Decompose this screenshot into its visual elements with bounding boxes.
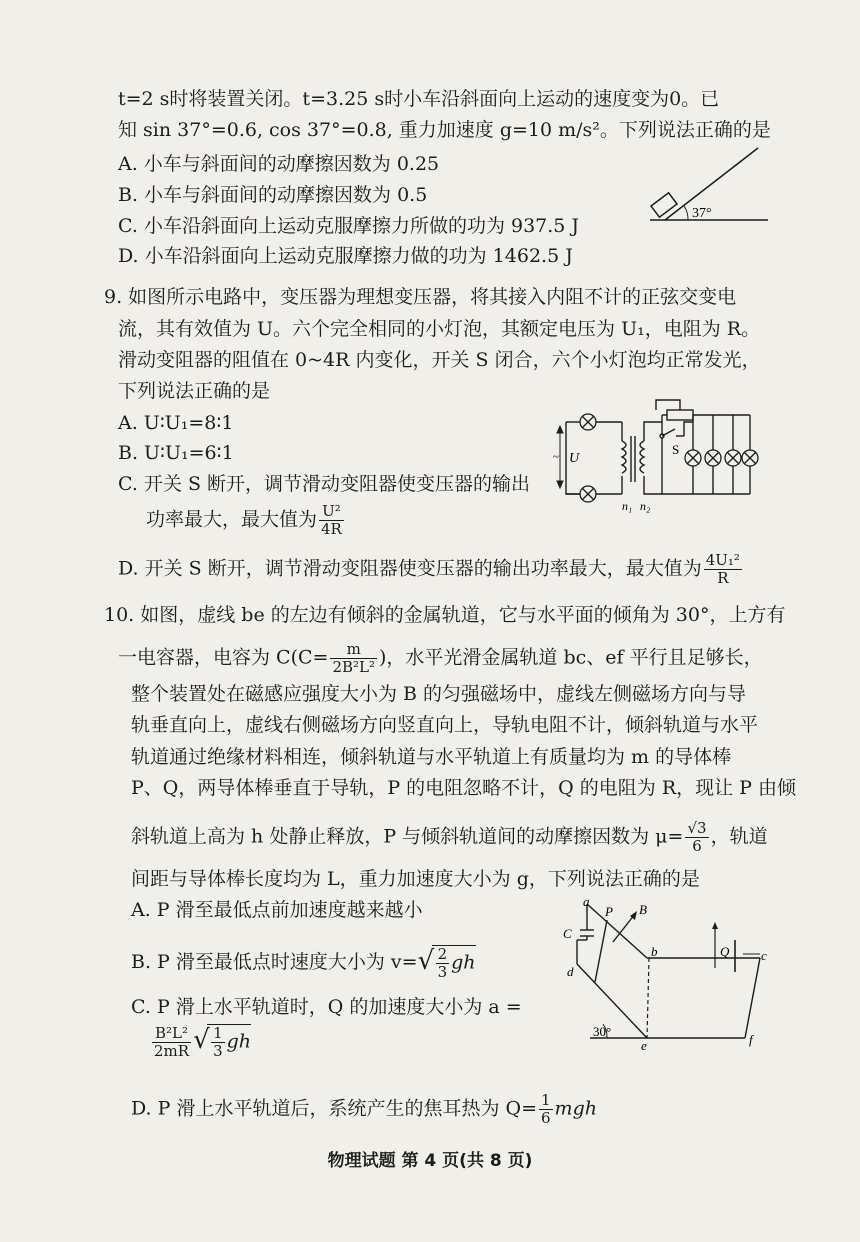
label-f: f: [749, 1032, 753, 1047]
lamp-parallel-1: [685, 450, 701, 466]
label-c: c: [761, 948, 767, 963]
label-n2: n₂: [640, 499, 651, 513]
q10-line2: 一电容器，电容为 C(C= $\frac{m}{\text{2B²L²}}$ )，水平光滑金属轨道 bc、ef 平行且足够长，: [118, 640, 763, 676]
q10-line5: 轨道通过绝缘材料相连，倾斜轨道与水平轨道上有质量均为 m 的导体棒: [131, 746, 732, 768]
q9-d-fraction: $\frac{\text{4U₁²}}{R}$: [705, 551, 740, 587]
q10-line7: 斜轨道上高为 h 处静止释放，P 与倾斜轨道间的动摩擦因数为 μ= $\frac{√3}{6}$ ，轨道: [131, 819, 768, 855]
lamp-parallel-4: [742, 450, 758, 466]
q10-line4: 轨垂直向上，虚线右侧磁场方向竖直向上，导轨电阻不计，倾斜轨道与水平: [131, 714, 759, 736]
q10-line8: 间距与导体棒长度均为 L，重力加速度大小为 g，下列说法正确的是: [131, 868, 700, 890]
label-P: P: [605, 904, 613, 919]
lamp-parallel-3: [725, 450, 741, 466]
lamp-parallel-2: [705, 450, 721, 466]
q10-option-c-formula: [150, 1024, 251, 1060]
q8-line1: t=2 s时将装置关闭。t=3.25 s时小车沿斜面向上运动的速度变为0。已: [118, 88, 720, 110]
q10-line1: 10. 如图，虚线 be 的左边有倾斜的金属轨道，它与水平面的倾角为 30°，上方有: [104, 604, 786, 626]
q10-b-root: √ $\frac{2}{3}$ gh: [417, 945, 476, 981]
label-Q: Q: [720, 944, 730, 959]
label-angle-30: 30°: [593, 1024, 612, 1039]
q10-mu-fraction: $\frac{√3}{6}$: [687, 819, 707, 855]
page-footer: 物理试题 第 4 页(共 8 页): [327, 1151, 533, 1171]
incline-angle-label: 37°: [692, 206, 712, 221]
lamp-primary-top: [580, 414, 596, 430]
label-d: d: [567, 964, 574, 979]
q10-line6: P、Q，两导体棒垂直于导轨，P 的电阻忽略不计，Q 的电阻为 R，现让 P 由倾: [131, 777, 797, 799]
q9-option-d: D. 开关 S 断开，调节滑动变阻器使变压器的输出功率最大，最大值为 $\frac{\text{4U₁²}}{R}$: [118, 551, 740, 587]
label-e: e: [641, 1038, 647, 1050]
rail-figure: [555, 898, 780, 1050]
q10-c-root: √ $\frac{1}{3}$ gh: [193, 1024, 252, 1060]
q8-option-d: D. 小车沿斜面向上运动克服摩擦力做的功为 1462.5 J: [118, 245, 573, 267]
q9-line3: 滑动变阻器的阻值在 0~4R 内变化，开关 S 闭合，六个小灯泡均正常发光，: [118, 349, 761, 371]
q10-d-fraction: $\frac{1}{6}$: [541, 1091, 551, 1127]
transformer-circuit: [550, 396, 765, 516]
q9-option-c-line2: 功率最大，最大值为 $\frac{\text{U²}}{4R}$: [146, 502, 342, 538]
label-B: B: [639, 902, 647, 917]
q9-option-c-line1: C. 开关 S 断开，调节滑动变阻器使变压器的输出: [118, 473, 531, 495]
label-a: a: [583, 898, 590, 909]
label-C: C: [563, 926, 572, 941]
q10-line3: 整个装置处在磁感应强度大小为 B 的匀强磁场中，虚线左侧磁场方向与导: [131, 683, 747, 705]
label-n1: n₁: [622, 499, 633, 513]
q10-option-d: D. P 滑上水平轨道后，系统产生的焦耳热为 Q= $\frac{1}{6}$ mgh: [131, 1091, 597, 1127]
q9-option-b: B. U∶U₁=6∶1: [118, 442, 234, 464]
q8-option-c: C. 小车沿斜面向上运动克服摩擦力所做的功为 937.5 J: [118, 215, 580, 237]
q8-option-b: B. 小车与斜面间的动摩擦因数为 0.5: [118, 184, 428, 206]
q9-line2: 流，其有效值为 U。六个完全相同的小灯泡，其额定电压为 U₁，电阻为 R。: [118, 318, 761, 340]
q10-c-fraction: $\frac{\text{B²L²}}{2mR}$: [154, 1023, 190, 1060]
lamp-primary-bottom: [580, 486, 596, 502]
q10-option-c: C. P 滑上水平轨道时，Q 的加速度大小为 a =: [131, 996, 522, 1018]
incline-figure: [640, 140, 780, 230]
q9-option-a: A. U∶U₁=8∶1: [118, 412, 234, 434]
q10-option-a: A. P 滑至最低点前加速度越来越小: [131, 899, 423, 921]
q9-line4: 下列说法正确的是: [118, 380, 271, 402]
q10-capacitance-fraction: $\frac{m}{\text{2B²L²}}$: [332, 640, 376, 676]
svg-text:~: ~: [553, 451, 559, 463]
label-U: U: [569, 451, 580, 466]
q8-option-a: A. 小车与斜面间的动摩擦因数为 0.25: [118, 153, 440, 175]
label-b: b: [651, 944, 658, 959]
q9-c-fraction: $\frac{\text{U²}}{4R}$: [321, 502, 342, 538]
label-S: S: [672, 442, 680, 457]
q8-line2: 知 sin 37°=0.6, cos 37°=0.8, 重力加速度 g=10 m/s²。下列说法正确的是: [118, 119, 771, 141]
q9-line1: 9. 如图所示电路中，变压器为理想变压器，将其接入内阻不计的正弦交变电: [104, 286, 737, 308]
q10-option-b: B. P 滑至最低点时速度大小为 v= √ $\frac{2}{3}$ gh: [131, 945, 476, 981]
